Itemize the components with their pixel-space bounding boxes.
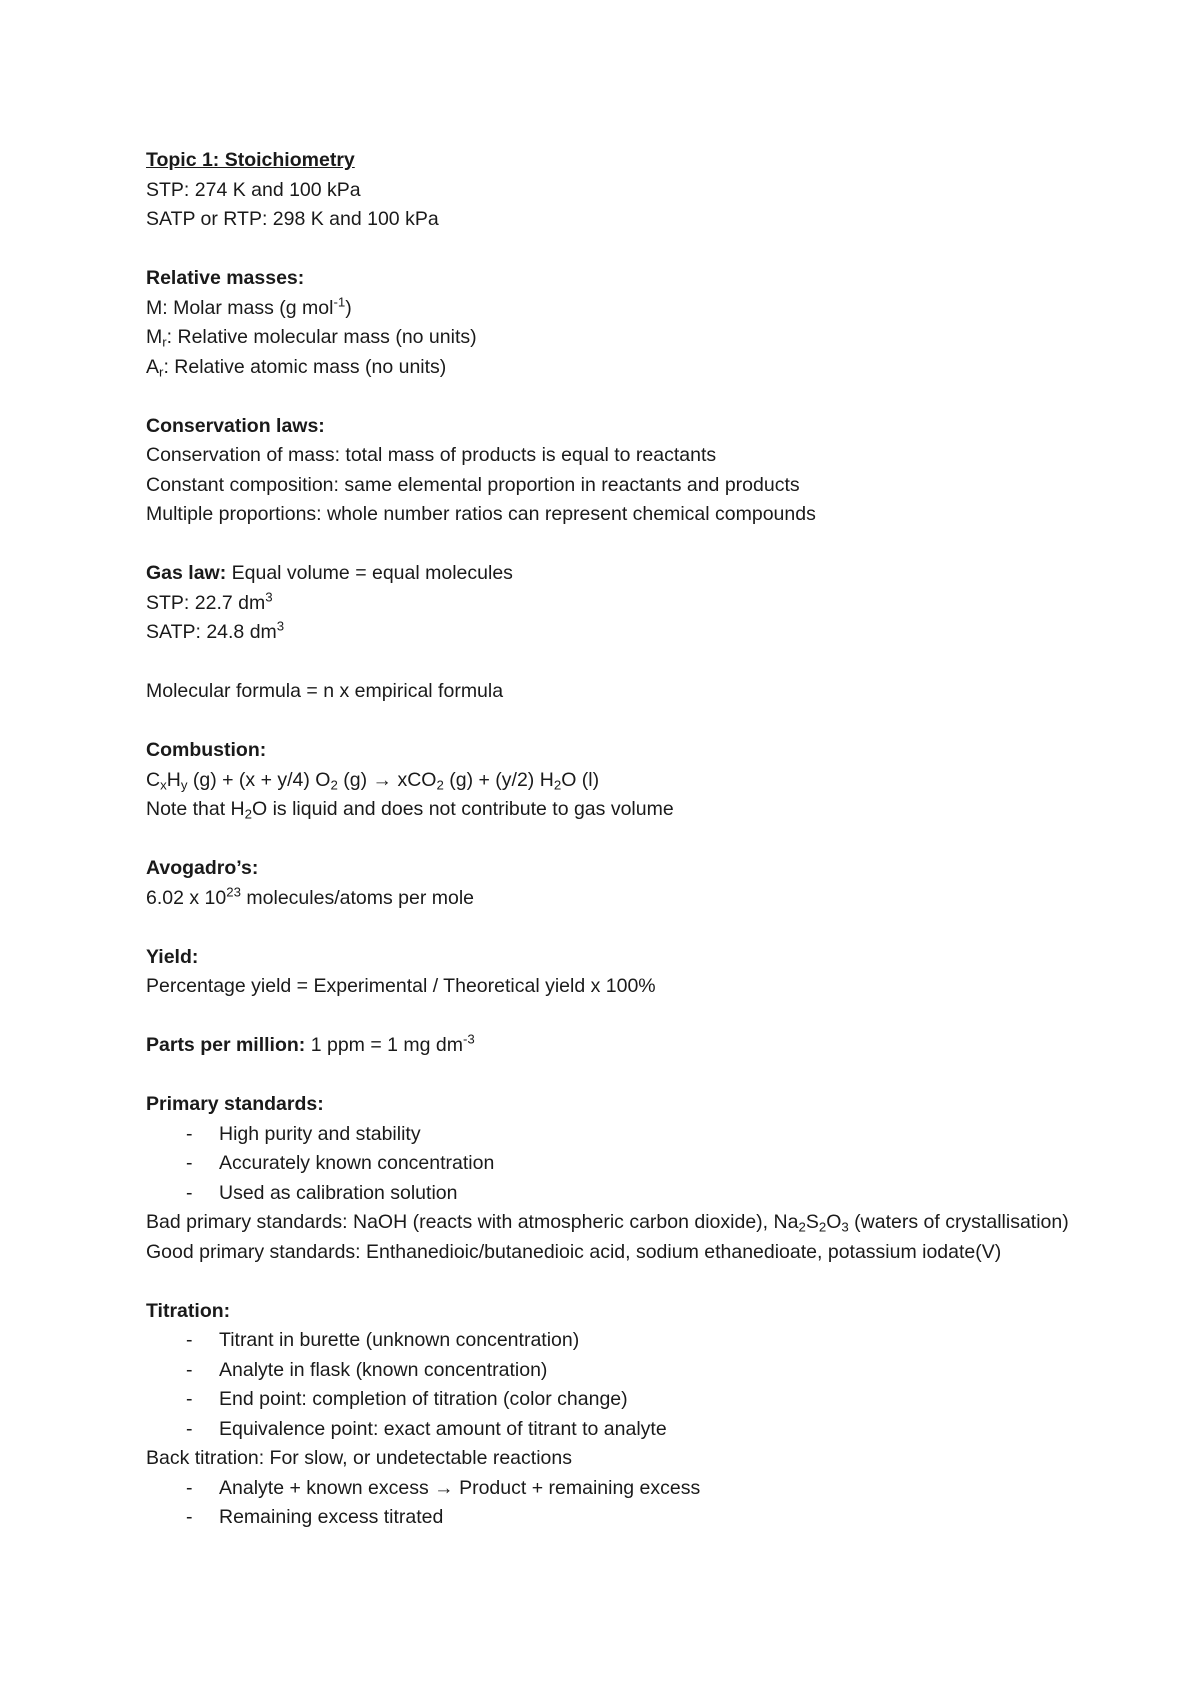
list-item: - Equivalence point: exact amount of titrant to analyte	[186, 1417, 667, 1440]
arrow-right-icon: →	[434, 1476, 454, 1499]
stp-line: STP: 274 K and 100 kPa	[146, 178, 361, 201]
gas-satp-line: SATP: 24.8 $dm^3$	[146, 618, 285, 643]
list-item: - Accurately known concentration	[186, 1152, 495, 1174]
combustion-heading: Combustion:	[146, 739, 267, 761]
document-body	[146, 146, 1106, 1533]
combustion-equation: $C_xH_y$ (g) + (x + y/4) $O_2$ (g) → xCO$_2$ (g) + (y/2) $H_2O$ (l)	[146, 768, 600, 792]
list-item: - End point: completion of titration (color change)	[186, 1388, 628, 1410]
primary-standards-heading: Primary standards:	[146, 1093, 324, 1115]
page-title: Topic 1: Stoichiometry	[146, 149, 355, 171]
relative-atomic-mass-line: $A_r$: Relative atomic mass (no units)	[146, 355, 447, 379]
gas-law-line: Gas law: Equal volume = equal molecules	[146, 562, 513, 584]
list-item: - High purity and stability	[186, 1122, 421, 1145]
avogadro-line: 6.02 x $10^{23}$ molecules/atoms per mole	[146, 884, 474, 909]
conservation-heading: Conservation laws:	[146, 414, 325, 437]
ppm-line: Parts per million: 1 ppm = 1 mg $dm^{-3}$	[146, 1031, 475, 1056]
list-item: - Remaining excess titrated	[186, 1506, 444, 1528]
bad-primary-standards: Bad primary standards: NaOH (reacts with atmospheric carbon dioxide), $Na_2S_2O_3$ (waters of crystallisation)	[146, 1211, 1069, 1235]
satp-line: SATP or RTP: 298 K and 100 kPa	[146, 208, 439, 230]
relative-masses-heading: Relative masses:	[146, 267, 305, 289]
good-primary-standards: Good primary standards: Enthanedioic/butanedioic acid, sodium ethanedioate, potassium iodate(V)	[146, 1240, 1002, 1263]
yield-line: Percentage yield = Experimental / Theoretical yield x 100%	[146, 975, 656, 997]
avogadro-heading: Avogadro’s:	[146, 857, 259, 879]
list-item: - Titrant in burette (unknown concentration)	[186, 1329, 580, 1351]
conservation-item: Conservation of mass: total mass of products is equal to reactants	[146, 444, 717, 466]
conservation-item: Multiple proportions: whole number ratios can represent chemical compounds	[146, 503, 816, 525]
conservation-item: Constant composition: same elemental proportion in reactants and products	[146, 473, 800, 496]
gas-stp-line: STP: 22.7 $dm^3$	[146, 589, 273, 614]
relative-molecular-mass-line: $M_r$: Relative molecular mass (no units)	[146, 326, 477, 350]
combustion-note: Note that $H_2O$ is liquid and does not contribute to gas volume	[146, 798, 674, 822]
molecular-formula-line: Molecular formula = n x empirical formula	[146, 680, 504, 702]
back-titration-line: Back titration: For slow, or undetectable reactions	[146, 1447, 572, 1469]
yield-heading: Yield:	[146, 945, 199, 968]
titration-heading: Titration:	[146, 1299, 231, 1322]
list-item: - Analyte in flask (known concentration)	[186, 1358, 548, 1381]
arrow-right-icon: →	[372, 768, 393, 791]
list-item: - Used as calibration solution	[186, 1181, 458, 1204]
molar-mass-line: M: Molar mass (g mol$^{-1}$)	[146, 294, 352, 319]
list-item: - Analyte + known excess → Product + remaining excess	[186, 1476, 701, 1499]
